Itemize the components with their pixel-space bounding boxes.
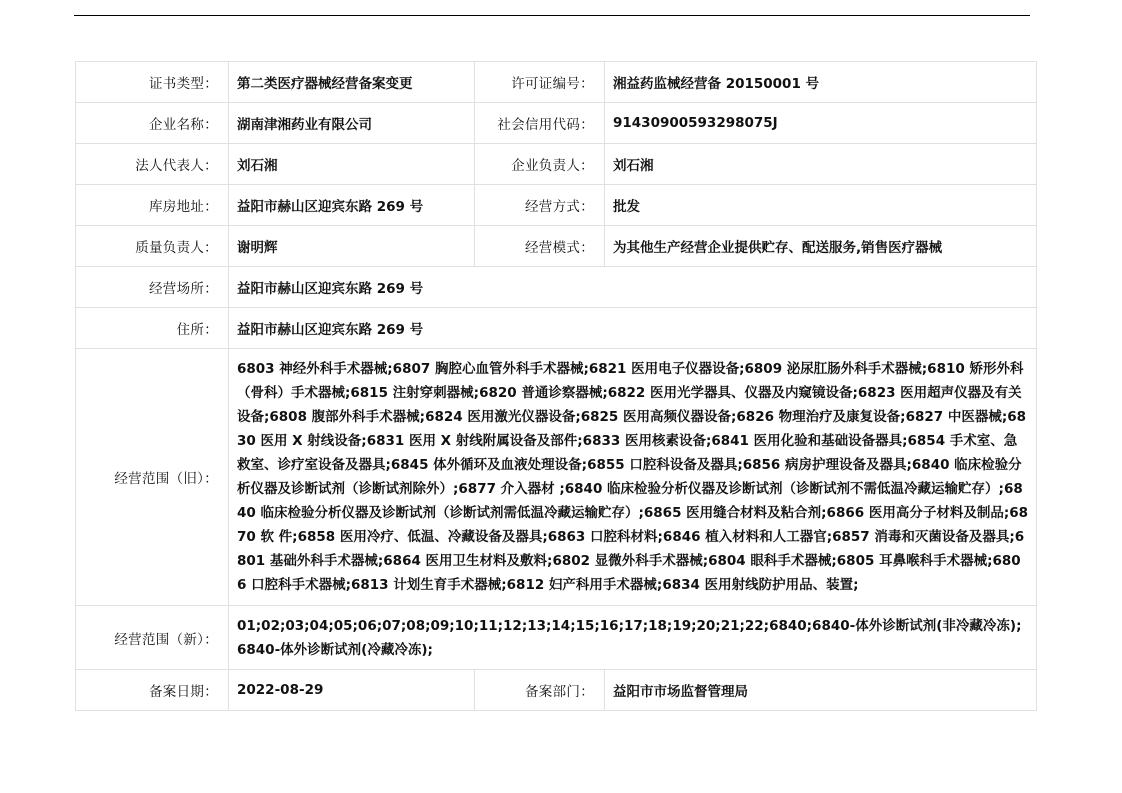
row-business-premises — [76, 267, 1037, 308]
row-cert-type — [76, 62, 1037, 103]
company-head-label: 企业负责人： — [475, 144, 605, 185]
row-scope-old — [76, 349, 1037, 606]
row-warehouse — [76, 185, 1037, 226]
row-quality-head — [76, 226, 1037, 267]
residence-label: 住所： — [76, 308, 229, 349]
credit-code-label: 社会信用代码： — [475, 103, 605, 144]
credit-code-value: 91430900593298075J — [605, 103, 1037, 144]
cert-type-label: 证书类型： — [76, 62, 229, 103]
business-model-value: 为其他生产经营企业提供贮存、配送服务,销售医疗器械 — [605, 226, 1037, 267]
business-method-label: 经营方式： — [475, 185, 605, 226]
scope-new-label: 经营范围（新）： — [76, 606, 229, 670]
business-model-label: 经营模式： — [475, 226, 605, 267]
row-scope-new — [76, 606, 1037, 670]
residence-value: 益阳市赫山区迎宾东路 269 号 — [229, 308, 1037, 349]
row-filing — [76, 670, 1037, 711]
filing-dept-label: 备案部门： — [475, 670, 605, 711]
row-residence — [76, 308, 1037, 349]
company-name-label: 企业名称： — [76, 103, 229, 144]
license-no-value: 湘益药监械经营备 20150001 号 — [605, 62, 1037, 103]
business-method-value: 批发 — [605, 185, 1037, 226]
filing-dept-value: 益阳市市场监督管理局 — [605, 670, 1037, 711]
company-head-value: 刘石湘 — [605, 144, 1037, 185]
legal-rep-value: 刘石湘 — [229, 144, 475, 185]
warehouse-address-value: 益阳市赫山区迎宾东路 269 号 — [229, 185, 475, 226]
top-rule — [74, 15, 1030, 16]
row-legal-rep — [76, 144, 1037, 185]
filing-record-table — [75, 61, 1037, 711]
business-premises-label: 经营场所： — [76, 267, 229, 308]
warehouse-address-label: 库房地址： — [76, 185, 229, 226]
cert-type-value: 第二类医疗器械经营备案变更 — [229, 62, 475, 103]
filing-date-value: 2022-08-29 — [229, 670, 475, 711]
legal-rep-label: 法人代表人： — [76, 144, 229, 185]
row-company-name — [76, 103, 1037, 144]
quality-head-value: 谢明辉 — [229, 226, 475, 267]
scope-new-value: 01;02;03;04;05;06;07;08;09;10;11;12;13;14;15;16;17;18;19;20;21;22;6840;6840-体外诊断试剂(非冷藏冷冻);6840-体外诊断试剂(冷藏冷冻); — [229, 606, 1037, 670]
business-premises-value: 益阳市赫山区迎宾东路 269 号 — [229, 267, 1037, 308]
license-no-label: 许可证编号： — [475, 62, 605, 103]
scope-old-value: 6803 神经外科手术器械;6807 胸腔心血管外科手术器械;6821 医用电子仪器设备;6809 泌尿肛肠外科手术器械;6810 矫形外科（骨科）手术器械;6815 注射穿刺器械;6820 普通诊察器械;6822 医用光学器具、仪器及内窥镜设备;6823 医用超声仪器及有关设备;6808 腹部外科手术器械;6824 医用激光仪器设备;6825 医用高频仪器设备;6826 物理治疗及康复设备;6827 中医器械;6830 医用 X 射线设备;6831 医用 X 射线附属设备及部件;6833 医用核素设备;6841 医用化验和基础设备器具;6854 手术室、急救室、诊疗室设备及器具;6845 体外循环及血液处理设备;6855 口腔科设备及器具;6856 病房护理设备及器具;6840 临床检验分析仪器及诊断试剂（诊断试剂除外）;6877 介入器材 ;6840 临床检验分析仪器及诊断试剂（诊断试剂不需低温冷藏运输贮存）;6840 临床检验分析仪器及诊断试剂（诊断试剂需低温冷藏运输贮存）;6865 医用缝合材料及粘合剂;6866 医用高分子材料及制品;6870 软 件;6858 医用冷疗、低温、冷藏设备及器具;6863 口腔科材料;6846 植入材料和人工器官;6857 消毒和灭菌设备及器具;6801 基础外科手术器械;6864 医用卫生材料及敷料;6802 显微外科手术器械;6804 眼科手术器械;6805 耳鼻喉科手术器械;6806 口腔科手术器械;6813 计划生育手术器械;6812 妇产科用手术器械;6834 医用射线防护用品、装置; — [229, 349, 1037, 606]
company-name-value: 湖南津湘药业有限公司 — [229, 103, 475, 144]
quality-head-label: 质量负责人： — [76, 226, 229, 267]
filing-date-label: 备案日期： — [76, 670, 229, 711]
scope-old-label: 经营范围（旧）： — [76, 349, 229, 606]
